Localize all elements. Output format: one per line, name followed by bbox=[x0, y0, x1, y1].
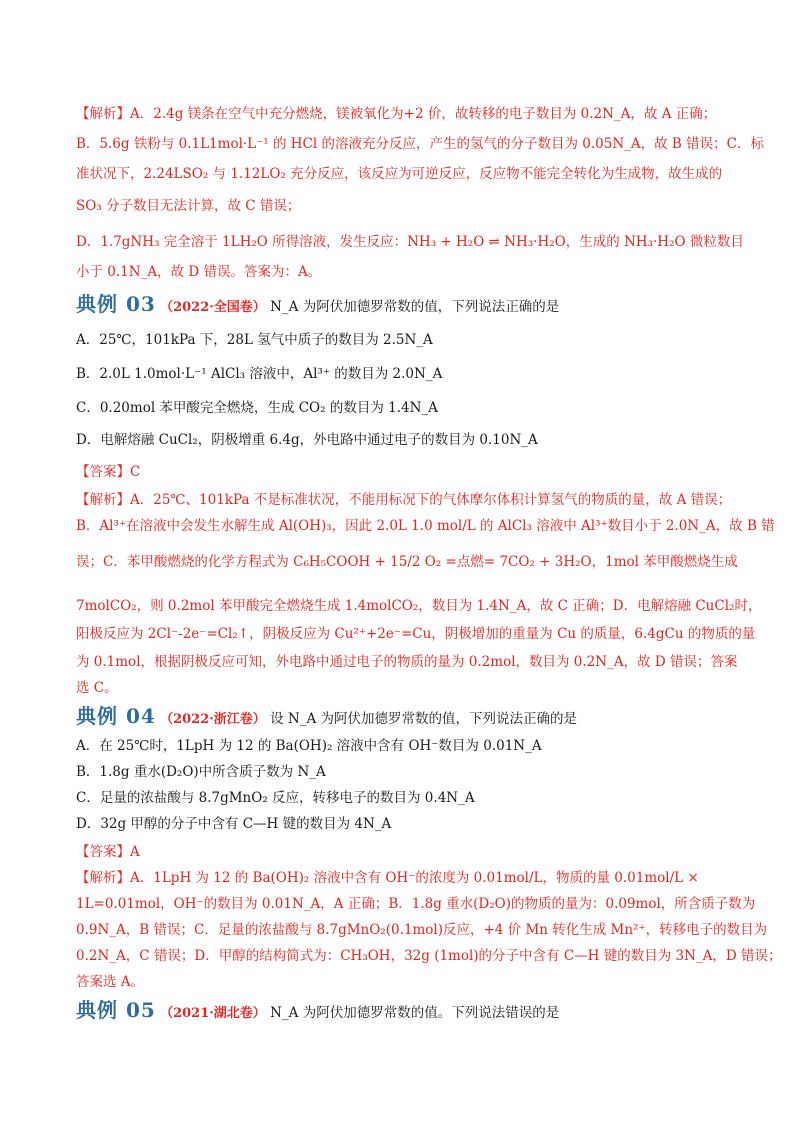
analysis-line: 小于 0.1N_A，故 D 错误。答案为：A。 bbox=[76, 264, 322, 280]
option-a: A．在 25℃时，1LpH 为 12 的 Ba(OH)₂ 溶液中含有 OH⁻数目为 0.01N_A bbox=[76, 738, 542, 754]
example-label: 典例 03 bbox=[76, 292, 156, 316]
example-question: N_A 为阿伏加德罗常数的值，下列说法正确的是 bbox=[270, 299, 560, 315]
option-b: B．2.0L 1.0mol·L⁻¹ AlCl₃ 溶液中，Al³⁺ 的数目为 2.0N_A bbox=[76, 366, 443, 382]
example-heading bbox=[76, 704, 740, 732]
analysis-line: 【解析】A．2.4g 镁条在空气中充分燃烧，镁被氧化为+2 价，故转移的电子数目为 0.2N_A，故 A 正确； bbox=[76, 106, 717, 122]
analysis-line: B．Al³⁺在溶液中会发生水解生成 Al(OH)₃，因此 2.0L 1.0 mol/L 的 AlCl₃ 溶液中 Al³⁺数目小于 2.0N_A，故 B 错 bbox=[76, 518, 775, 534]
option-a: A．25℃，101kPa 下，28L 氢气中质子的数目为 2.5N_A bbox=[76, 332, 433, 348]
example-source: （2021·湖北卷） bbox=[160, 1006, 266, 1021]
analysis-line: B．5.6g 铁粉与 0.1L1mol·L⁻¹ 的 HCl 的溶液充分反应，产生的氢气的分子数目为 0.05N_A，故 B 错误；C．标 bbox=[76, 136, 764, 152]
analysis-line: 误；C．苯甲酸燃烧的化学方程式为 C₆H₅COOH + 15/2 O₂ =点燃= 7CO₂ + 3H₂O，1mol 苯甲酸燃烧生成 bbox=[76, 554, 738, 570]
analysis-line: 0.2N_A，C 错误；D．甲醇的结构简式为：CH₃OH，32g (1mol)的分子中含有 C—H 键的数目为 3N_A，D 错误； bbox=[76, 948, 782, 964]
analysis-line: 【解析】A．1LpH 为 12 的 Ba(OH)₂ 溶液中含有 OH⁻的浓度为 0.01mol/L，物质的量 0.01mol/L × bbox=[76, 870, 699, 886]
example-question: 设 N_A 为阿伏加德罗常数的值，下列说法正确的是 bbox=[270, 711, 578, 727]
answer-line: 【答案】A bbox=[76, 844, 140, 860]
analysis-line: 为 0.1mol，根据阴极反应可知，外电路中通过电子的物质的量为 0.2mol，数目为 0.2N_A，故 D 错误；答案 bbox=[76, 654, 738, 670]
analysis-line: D．1.7gNH₃ 完全溶于 1LH₂O 所得溶液，发生反应：NH₃ + H₂O ⇌ NH₃·H₂O，生成的 NH₃·H₂O 微粒数目 bbox=[76, 234, 744, 250]
analysis-line: 7molCO₂，则 0.2mol 苯甲酸完全燃烧生成 1.4molCO₂，数目为 1.4N_A，故 C 正确；D．电解熔融 CuCl₂时， bbox=[76, 598, 762, 614]
analysis-line: SO₃ 分子数目无法计算，故 C 错误； bbox=[76, 198, 301, 214]
analysis-line: 阳极反应为 2Cl⁻-2e⁻=Cl₂↑，阴极反应为 Cu²⁺+2e⁻=Cu，阴极增加的重量为 Cu 的质量，6.4gCu 的物质的量 bbox=[76, 626, 756, 642]
example-heading bbox=[76, 998, 740, 1026]
answer-line: 【答案】C bbox=[76, 464, 141, 480]
example-source: （2022·浙江卷） bbox=[160, 712, 266, 727]
option-c: C．0.20mol 苯甲酸完全燃烧，生成 CO₂ 的数目为 1.4N_A bbox=[76, 400, 438, 416]
option-d: D．32g 甲醇的分子中含有 C—H 键的数目为 4N_A bbox=[76, 816, 392, 832]
option-c: C．足量的浓盐酸与 8.7gMnO₂ 反应，转移电子的数目为 0.4N_A bbox=[76, 790, 475, 806]
example-heading bbox=[76, 292, 740, 320]
analysis-line: 1L=0.01mol，OH⁻的数目为 0.01N_A，A 正确；B．1.8g 重水(D₂O)的物质的量为：0.09mol，所含质子数为 bbox=[76, 896, 756, 912]
analysis-line: 0.9N_A，B 错误；C．足量的浓盐酸与 8.7gMnO₂(0.1mol)反应，+4 价 Mn 转化生成 Mn²⁺，转移电子的数目为 bbox=[76, 922, 768, 938]
example-question: N_A 为阿伏加德罗常数的值。下列说法错误的是 bbox=[270, 1005, 560, 1021]
analysis-line: 准状况下，2.24LSO₂ 与 1.12LO₂ 充分反应，该反应为可逆反应，反应物不能完全转化为生成物，故生成的 bbox=[76, 166, 723, 182]
example-label: 典例 05 bbox=[76, 998, 156, 1022]
option-d: D．电解熔融 CuCl₂，阴极增重 6.4g，外电路中通过电子的数目为 0.10N_A bbox=[76, 432, 538, 448]
example-label: 典例 04 bbox=[76, 704, 156, 728]
analysis-line: 答案选 A。 bbox=[76, 974, 145, 990]
example-source: （2022·全国卷） bbox=[160, 300, 266, 315]
analysis-line: 【解析】A．25℃、101kPa 不是标准状况，不能用标况下的气体摩尔体积计算氢气的物质的量，故 A 错误； bbox=[76, 492, 732, 508]
option-b: B．1.8g 重水(D₂O)中所含质子数为 N_A bbox=[76, 764, 326, 780]
analysis-line: 选 C。 bbox=[76, 680, 118, 696]
